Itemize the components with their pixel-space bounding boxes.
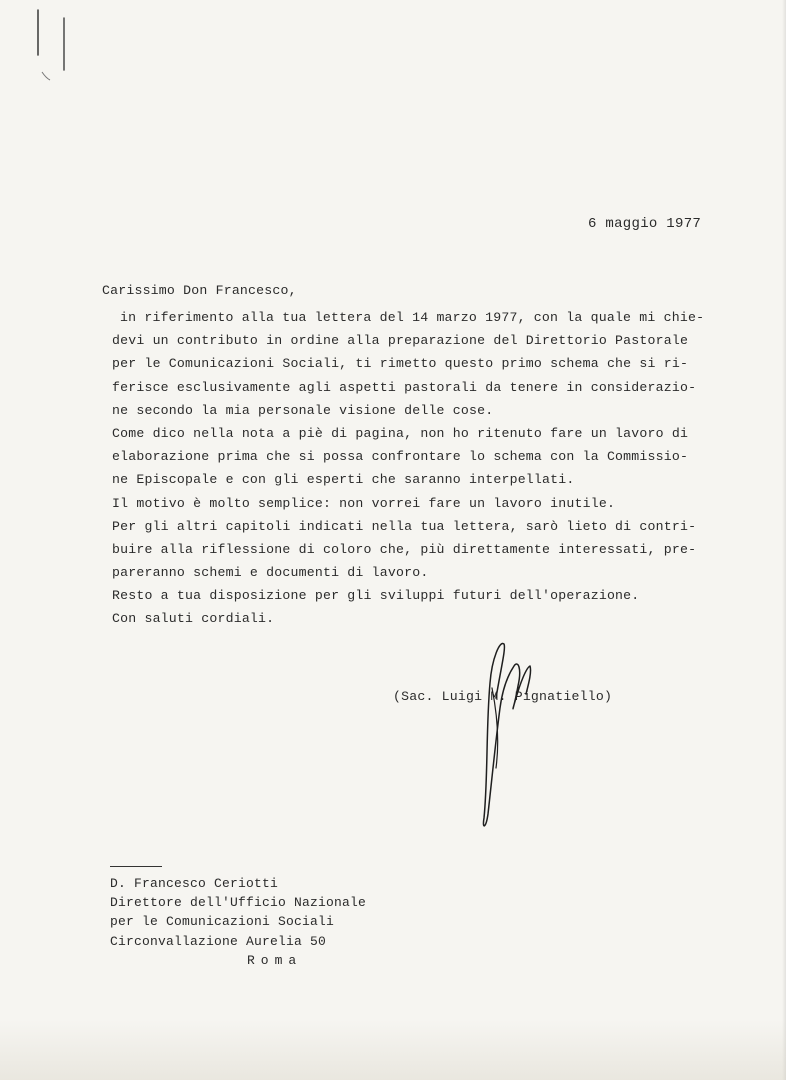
divider-rule (110, 866, 162, 867)
body-line: in riferimento alla tua lettera del 14 marzo 1977, con la quale mi chie- (120, 310, 705, 325)
page-edge-shadow (782, 0, 786, 1080)
body-line: Il motivo è molto semplice: non vorrei fare un lavoro inutile. (112, 495, 616, 511)
recipient-office: per le Comunicazioni Sociali (110, 914, 335, 930)
recipient-title: Direttore dell'Ufficio Nazionale (110, 895, 367, 911)
sender-name: (Sac. Luigi M. Pignatiello) (393, 689, 613, 704)
body-line: Per gli altri capitoli indicati nella tua lettera, sarò lieto di contri- (112, 518, 697, 534)
body-line: ne secondo la mia personale visione delle cose. (112, 402, 494, 418)
page-bottom-shadow (0, 1020, 786, 1080)
recipient-address (110, 874, 366, 970)
binder-mark (32, 0, 72, 85)
letter-body (112, 306, 752, 631)
recipient-name: D. Francesco Ceriotti (110, 876, 279, 891)
recipient-street: Circonvallazione Aurelia 50 (110, 933, 327, 949)
letter-date: 6 maggio 1977 (588, 216, 702, 232)
body-line: devi un contributo in ordine alla preparazione del Direttorio Pastorale (112, 333, 689, 349)
body-line: Come dico nella nota a piè di pagina, non ho ritenuto fare un lavoro di (112, 425, 689, 441)
salutation: Carissimo Don Francesco, (102, 283, 297, 298)
body-line: buire alla riflessione di coloro che, più direttamente interessati, pre- (112, 541, 697, 557)
body-line: per le Comunicazioni Sociali, ti rimetto questo primo schema che si ri- (112, 356, 689, 372)
body-line: Resto a tua disposizione per gli sviluppi futuri dell'operazione. (112, 588, 640, 604)
body-line: ferisce esclusivamente agli aspetti pastorali da tenere in considerazio- (112, 379, 697, 395)
body-line: ne Episcopale e con gli esperti che saranno interpellati. (112, 472, 575, 488)
body-line: pareranno schemi e documenti di lavoro. (112, 565, 429, 581)
body-line: Con saluti cordiali. (112, 611, 275, 627)
recipient-city: Roma (247, 952, 303, 968)
handwritten-signature (456, 638, 576, 833)
body-line: elaborazione prima che si possa confrontare lo schema con la Commissio- (112, 449, 689, 465)
